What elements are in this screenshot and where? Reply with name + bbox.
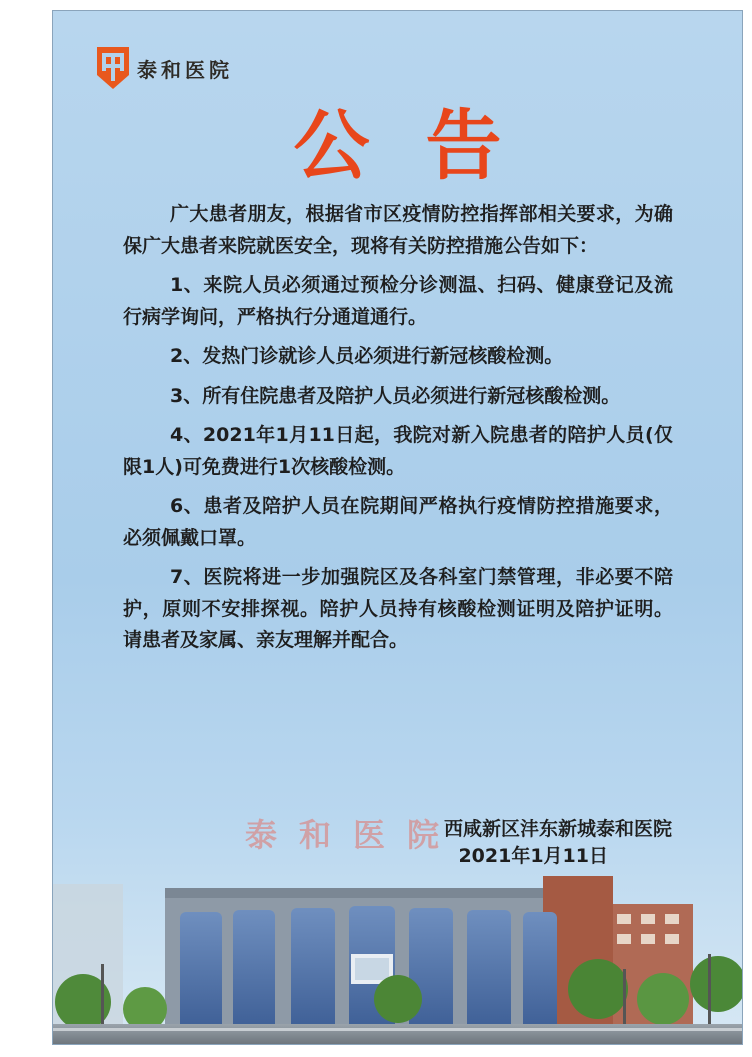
notice-poster	[52, 10, 743, 1045]
notice-item-1: 1、来院人员必须通过预检分诊测温、扫码、健康登记及流行病学询问，严格执行分通道通行。	[123, 274, 673, 328]
notice-body	[123, 199, 673, 657]
notice-item-6: 6、患者及陪护人员在院期间严格执行疫情防控措施要求，必须佩戴口罩。	[123, 495, 673, 549]
notice-intro: 广大患者朋友，根据省市区疫情防控指挥部相关要求，为确保广大患者来院就医安全，现将有关防控措施公告如下：	[123, 203, 673, 257]
notice-item-2: 2、发热门诊就诊人员必须进行新冠核酸检测。	[170, 345, 564, 367]
building-sign: 泰和医院	[245, 816, 462, 854]
notice-item-4: 4、2021年1月11日起，我院对新入院患者的陪护人员(仅限1人)可免费进行1次核酸检测。	[123, 424, 673, 478]
hospital-emblem-icon	[95, 45, 131, 91]
notice-signature	[444, 816, 672, 870]
hospital-name: 泰和医院	[137, 57, 233, 82]
issuing-organization: 西咸新区沣东新城泰和医院	[443, 818, 672, 840]
issue-date: 2021年1月11日	[458, 845, 608, 867]
notice-item-3: 3、所有住院患者及陪护人员必须进行新冠核酸检测。	[170, 384, 621, 407]
notice-item-7: 7、医院将进一步加强院区及各科室门禁管理，非必要不陪护，原则不安排探视。陪护人员持有核酸检测证明及陪护证明。请患者及家属、亲友理解并配合。	[123, 566, 673, 651]
hospital-logo	[95, 45, 233, 91]
notice-title: 公告	[293, 101, 558, 190]
